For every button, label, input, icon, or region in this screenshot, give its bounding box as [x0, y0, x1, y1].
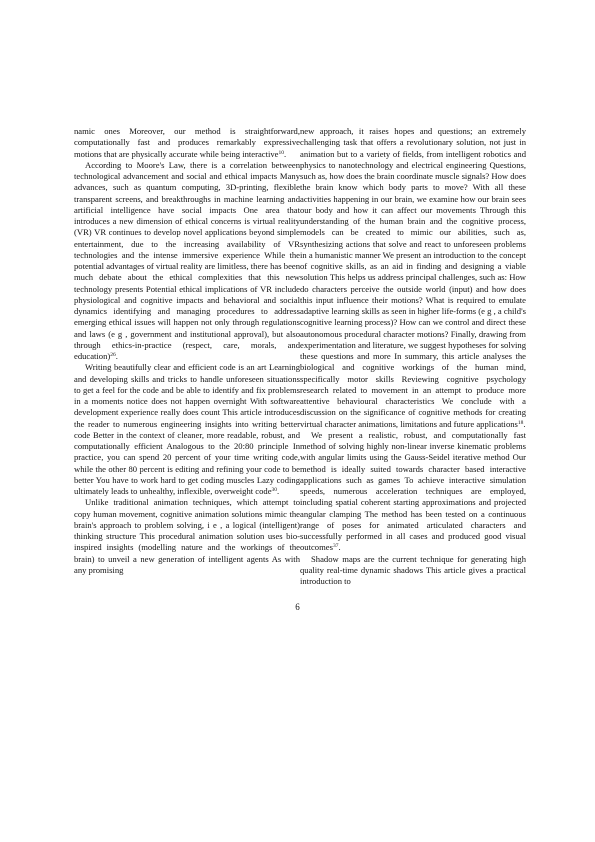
paragraph [74, 362, 300, 497]
paragraph [300, 430, 526, 554]
paragraph-tail: . [115, 351, 118, 361]
paragraph [300, 126, 526, 430]
paragraph [300, 554, 526, 588]
paragraph-tail: . [523, 418, 526, 429]
paragraph-text: We present a realistic, robust, and computationally fast method of solving highly non-linear inverse kinematic problems with angular limits using the Gauss-Seidel iterative method Our method is ideally suited towards character based interactive applications such as games To achieve interactive simulation speeds, numerous acceleration techniques are employed, including spatial coherent starting approximations and projected angular clamping The method has been tested on a continuous range of poses for animated articulated characters and successfully performed in all cases and produced good visual outcomes [300, 429, 526, 553]
citation-ref: 37 [332, 543, 339, 550]
paragraph [74, 497, 300, 576]
citation-ref: 18 [517, 419, 524, 426]
citation-ref: 26 [110, 352, 116, 358]
paragraph-tail: . [284, 148, 287, 159]
paragraph-text: Writing beautifully clear and efficient code is an art Learning and developing skills and tricks to handle unforeseen situations to get a feel for the code and be able to identify and fix problems in a moments notice does not happen overnight With software development experience really does count This article introduces the reader to numerous engineering insights into writing better code Better in the context of cleaner, more readable, robust, and computationally efficient Analogous to the 20:80 principle In practice, you can spend 20 percent of your time writing code, while the other 80 percent is editing and refining your code to be better You have to work hard to get coding muscles Lazy coding ultimately leads to unhealthy, inflexible, overweight code [74, 362, 300, 496]
paragraph-text: namic ones Moreover, our method is straightforward, computationally fast and produces remarkably expressive motions that are physically accurate while being interactive [74, 126, 300, 159]
paragraph [74, 160, 300, 363]
paragraph-text: Shadow maps are the current technique for generating high quality real-time dynamic shadows This article gives a practical introduction to [300, 553, 526, 586]
paragraph-tail: . [277, 486, 280, 496]
paragraph [74, 126, 300, 160]
paragraph-text: According to Moore's Law, there is a correlation between technological advancement and social and ethical impacts Many advances, such as quantum computing, 3D-printing, flexible transparent screens, and breakthroughs in machine learning and artificial intelligence have social impacts One area that introduces a new dimension of ethical concerns is virtual reality (VR) VR continues to develop novel applications beyond simple entertainment, due to the increasing availability of VR technologies and the intense immersive experience While the potential advantages of virtual reality are limitless, there has been much debate about the ethical complexities that this new technology presents Potential ethical implications of VR include physiological and cognitive impacts and behavioral and social dynamics identifying and managing procedures to address emerging ethical issues will happen not only through regulations and laws (e g , government and institutional approval), but also through ethics-in-practice (respect, care, morals, and education) [74, 159, 300, 361]
paragraph-text: Unlike traditional animation techniques, which attempt to copy human movement, cognitive animation solutions mimic the brain's approach to problem solving, i e , a logical (intelligent) thinking structure This procedural animation solution uses bio-inspired insights (modelling nature and the workings of the brain) to unveil a new generation of intelligent agents As with any promising [74, 497, 300, 575]
citation-ref: 30 [271, 487, 278, 493]
left-column [74, 126, 300, 576]
page-number: 6 [295, 602, 300, 612]
paragraph-text: new approach, it raises hopes and questions; an extremely challenging task that offers a revolutionary solution, not just in animation but to a variety of fields, from intelligent robotics and physics to nanotechnology and electrical engineering Questions, such as, how does the brain coordinate muscle signals? How does the brain know which body parts to move? With all these activities happening in our brain, we examine how our brain sees our body and how it can affect our movements Through this understanding of the human brain and the cognitive process, models can be created to mimic our abilities, such as, synthesizing actions that solve and react to unforeseen problems in a humanistic manner We present an introduction to the concept of cognitive skills, as an aid in finding and designing a viable solution This helps us address principal challenges, such as: How do characters perceive the outside world (input) and how does this input influence their motions? What is required to emulate adaptive learning skills as seen in higher life-forms (e g , a child's cognitive learning process)? How can we control and direct these autonomous procedural character motions? Finally, drawing from experimentation and literature, we suggest hypotheses for solving these questions and more In summary, this article analyses the biological and cognitive workings of the human mind, specifically motor skills Reviewing cognitive psychology research related to movement in an attempt to produce more attentive behavioural characteristics We conclude with a discussion on the significance of cognitive methods for creating virtual character animations, limitations and future applications [300, 126, 527, 429]
paragraph-tail: . [338, 542, 341, 553]
right-column [300, 126, 526, 587]
citation-ref: 10 [278, 149, 285, 156]
